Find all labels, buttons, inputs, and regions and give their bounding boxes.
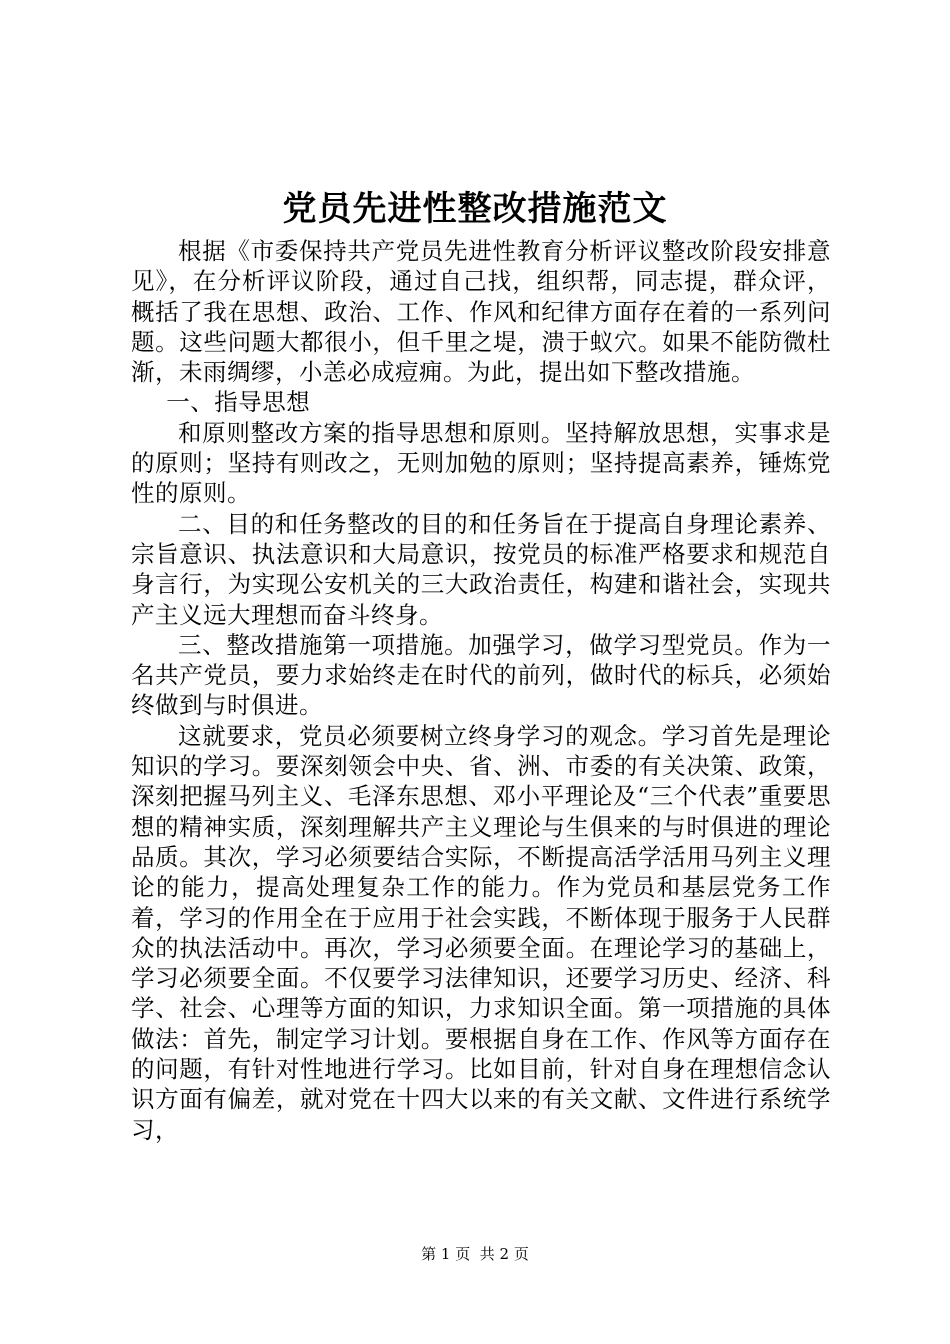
document-body [131,236,831,1145]
paragraph-principles: 和原则整改方案的指导思想和原则。坚持解放思想，实事求是的原则；坚持有则改之，无则加勉的原则；坚持提高素养，锤炼党性的原则。 [131,418,831,508]
paragraph-goals-tasks: 二、目的和任务整改的目的和任务旨在于提高自身理论素养、宗旨意识、执法意识和大局意识，按党员的标准严格要求和规范自身言行，为实现公安机关的三大政治责任，构建和谐社会，实现共产主义远大理想而奋斗终身。 [131,509,831,629]
paragraph-intro: 根据《市委保持共产党员先进性教育分析评议整改阶段安排意见》，在分析评议阶段，通过自己找，组织帮，同志提，群众评，概括了我在思想、政治、工作、作风和纪律方面存在着的一系列问题。这些问题大都很小，但千里之堤，溃于蚁穴。如果不能防微杜渐，未雨绸缪，小恙必成痘痈。为此，提出如下整改措施。 [131,237,831,387]
section-heading-guiding-ideology: 一、指导思想 [166,388,311,417]
page-number: 第 1 页 共 2 页 [421,1245,529,1263]
document-title: 党员先进性整改措施范文 [282,189,668,229]
page-footer [0,1244,950,1264]
paragraph-learning: 这就要求，党员必须要树立终身学习的观念。学习首先是理论知识的学习。要深刻领会中央、省、洲、市委的有关决策、政策，深刻把握马列主义、毛泽东思想、邓小平理论及“三个代表”重要思想的精神实质，深刻理解共产主义理论与生俱来的与时俱进的理论品质。其次，学习必须要结合实际，不断提高活学活用马列主义理论的能力，提高处理复杂工作的能力。作为党员和基层党务工作着，学习的作用全在于应用于社会实践，不断体现于服务于人民群众的执法活动中。再次，学习必须要全面。在理论学习的基础上，学习必须要全面。不仅要学习法律知识，还要学习历史、经济、科学、社会、心理等方面的知识，力求知识全面。第一项措施的具体做法：首先，制定学习计划。要根据自身在工作、作风等方面存在的问题，有针对性地进行学习。比如目前，针对自身在理想信念认识方面有偏差，就对党在十四大以来的有关文献、文件进行系统学习， [131,721,831,1144]
paragraph-measures: 三、整改措施第一项措施。加强学习，做学习型党员。作为一名共产党员，要力求始终走在时代的前列，做时代的标兵，必须始终做到与时俱进。 [131,630,831,720]
